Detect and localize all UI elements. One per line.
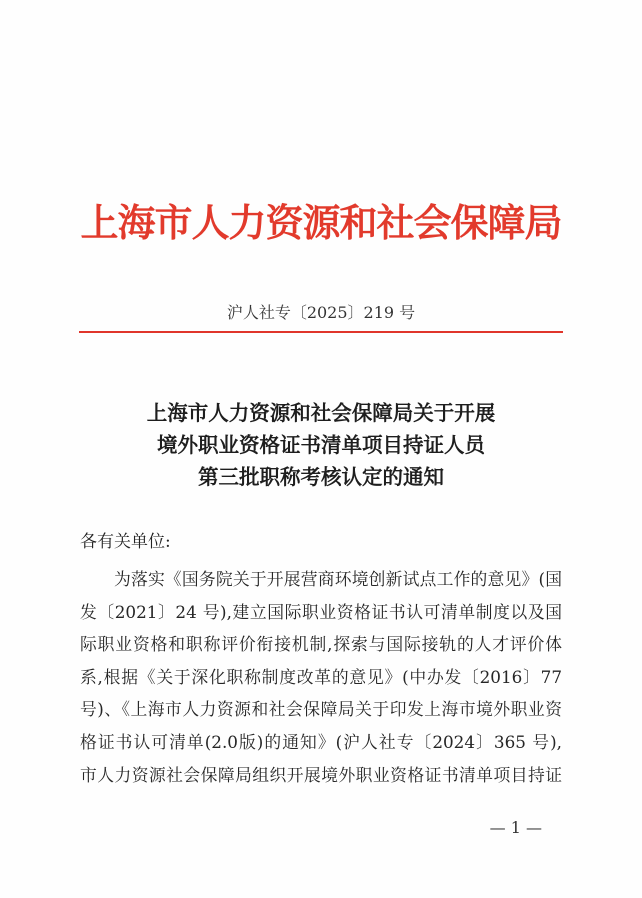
page-number: — 1 — [489,818,542,837]
notice-title [0,397,642,493]
salutation: 各有关单位: [80,532,171,552]
body-line: 为落实《国务院关于开展营商环境创新试点工作的意见》(国 [114,569,562,589]
issuer-header-title: 上海市人力资源和社会保障局 [80,200,562,245]
body-line: 际职业资格和职称评价衔接机制,探索与国际接轨的人才评价体 [80,634,562,655]
body-line: 系,根据《关于深化职称制度改革的意见》(中办发〔2016〕77 [80,666,562,687]
notice-title-line-3: 第三批职称考核认定的通知 [198,465,444,489]
document-number: 沪人社专〔2025〕219 号 [226,303,416,322]
body-line: 市人力资源社会保障局组织开展境外职业资格证书清单项目持证 [80,764,562,785]
body-line: 号)、《上海市人力资源和社会保障局关于印发上海市境外职业资 [80,699,562,720]
red-divider-line [79,331,563,333]
body-line: 发〔2021〕24 号),建立国际职业资格证书认可清单制度以及国 [80,601,562,622]
notice-title-line-1: 上海市人力资源和社会保障局关于开展 [146,401,496,425]
body-line: 格证书认可清单(2.0版)的通知》(沪人社专〔2024〕365 号), [80,731,562,752]
body-paragraph [80,563,562,791]
notice-title-line-2: 境外职业资格证书清单项目持证人员 [157,433,485,457]
